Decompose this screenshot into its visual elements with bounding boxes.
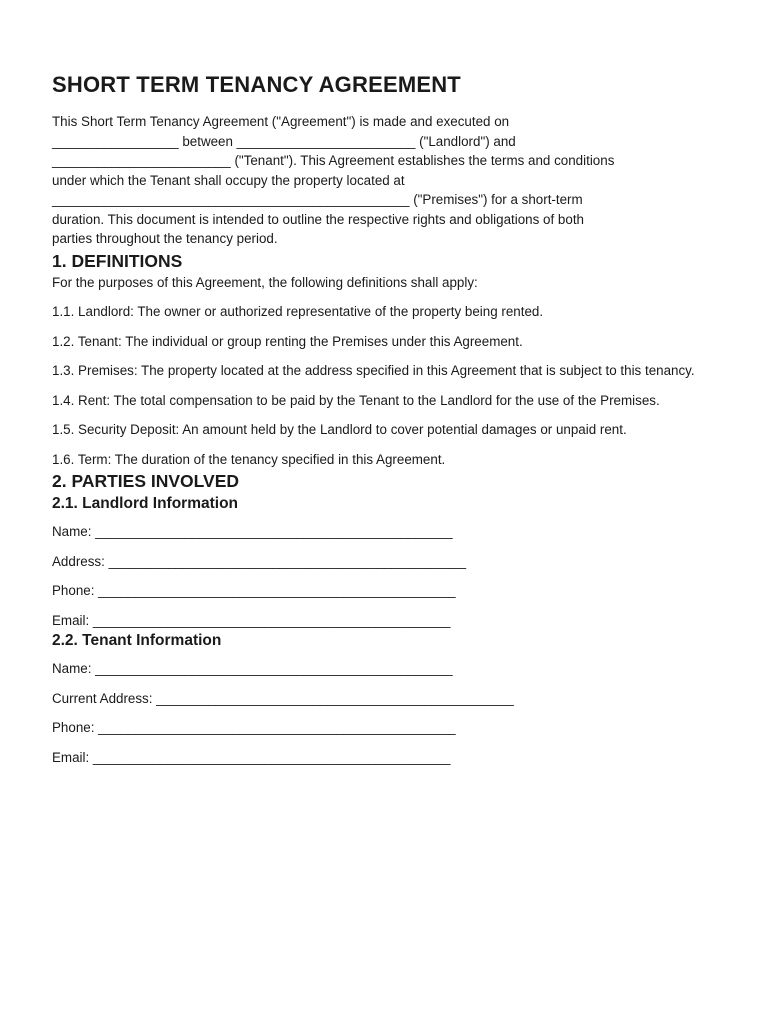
definition-item: 1.6. Term: The duration of the tenancy specified in this Agreement. [52,451,446,467]
intro-line: parties throughout the tenancy period. [52,231,278,246]
definition-item: 1.3. Premises: The property located at the address specified in this Agreement that is subject to this tenancy. [52,363,695,378]
landlord-name-field: Name: ________________________________________________ [52,524,453,539]
tenant-email-field: Email: ________________________________________________ [52,749,451,765]
definitions-lead: For the purposes of this Agreement, the following definitions shall apply: [52,274,478,290]
intro-line: ________________________ ("Tenant"). This Agreement establishes the terms and conditions [52,153,615,168]
intro-line: under which the Tenant shall occupy the property located at [52,172,405,188]
landlord-address-field: Address: ________________________________________________ [52,553,467,569]
document-page [52,68,732,767]
intro-line: This Short Term Tenancy Agreement ("Agreement") is made and executed on [52,114,510,129]
tenant-name-field: Name: ________________________________________________ [52,661,453,676]
subsection-heading-tenant: 2.2. Tenant Information [52,632,222,649]
definition-item: 1.1. Landlord: The owner or authorized representative of the property being rented. [52,304,544,319]
definition-item: 1.2. Tenant: The individual or group renting the Premises under this Agreement. [52,333,523,349]
subsection-heading-landlord: 2.1. Landlord Information [52,495,239,512]
definitions-list [52,302,732,469]
tenant-current-address-field: Current Address: ________________________________________________ [52,690,514,706]
tenant-fields [52,659,732,767]
intro-line: duration. This document is intended to outline the respective rights and obligations of both [52,211,584,227]
tenant-phone-field: Phone: ________________________________________________ [52,720,456,735]
intro-line: ________________________________________________ ("Premises") for a short-term [52,192,583,207]
section-heading-definitions: 1. DEFINITIONS [52,250,183,271]
landlord-email-field: Email: ________________________________________________ [52,612,451,628]
landlord-phone-field: Phone: ________________________________________________ [52,583,456,598]
definition-item: 1.5. Security Deposit: An amount held by the Landlord to cover potential damages or unpaid rent. [52,422,627,437]
definition-item: 1.4. Rent: The total compensation to be paid by the Tenant to the Landlord for the use of the Premises. [52,392,660,408]
intro-line: _________________ between ________________________ ("Landlord") and [52,133,516,149]
section-heading-parties: 2. PARTIES INVOLVED [52,471,240,491]
intro-paragraph [52,112,732,249]
document-title: SHORT TERM TENANCY AGREEMENT [52,72,461,97]
landlord-fields [52,522,732,630]
